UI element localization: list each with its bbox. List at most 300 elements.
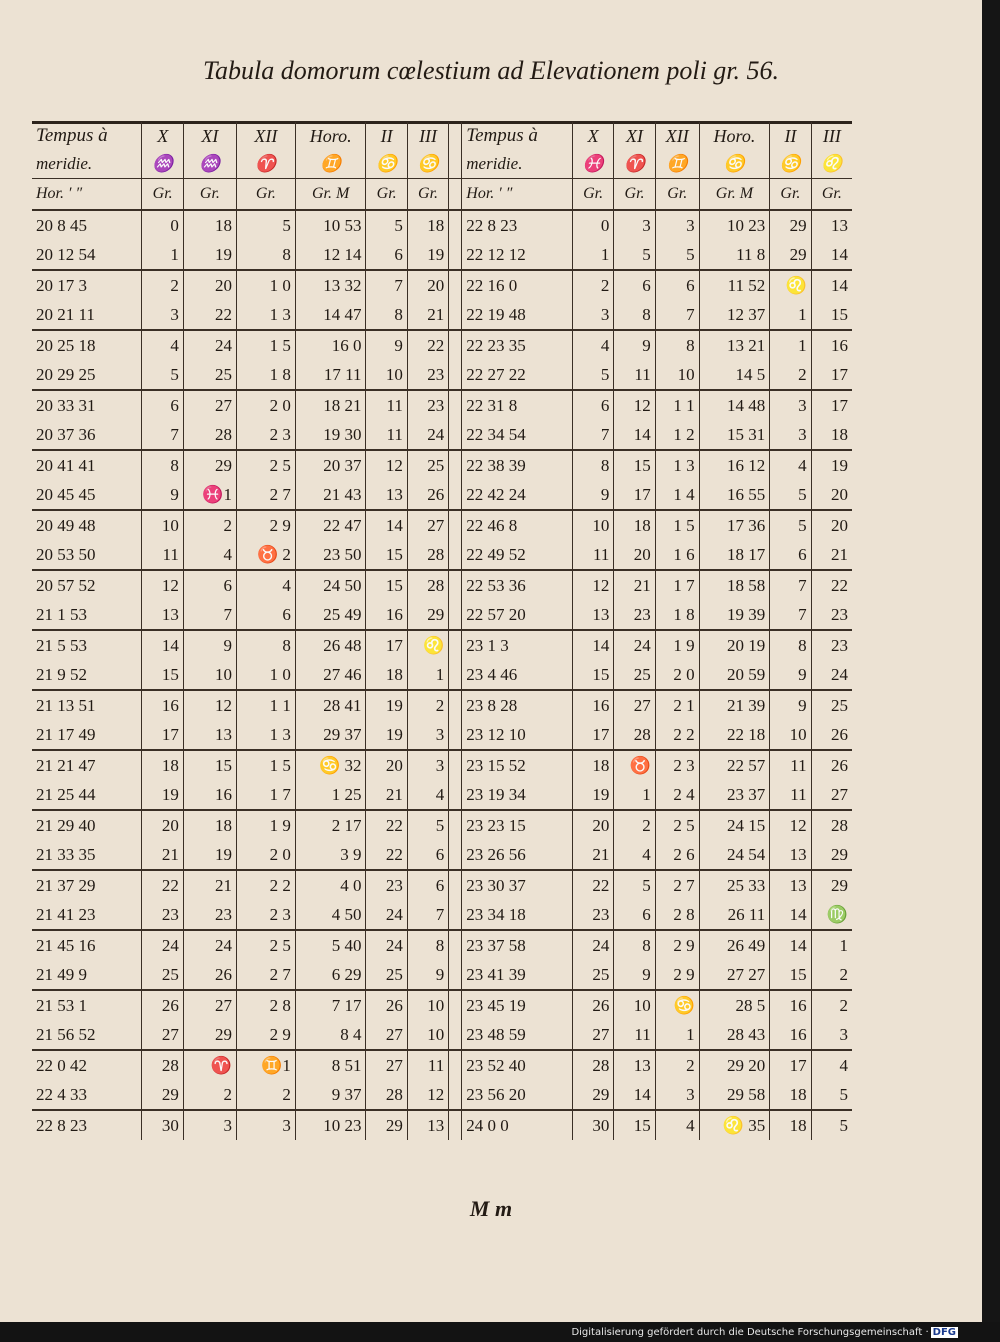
left-ii-cell: 9 (366, 330, 407, 360)
right-x-cell: 16 (572, 690, 613, 720)
right-horo-cell: 20 59 (699, 660, 770, 690)
right-x-cell: 9 (572, 480, 613, 510)
left-iii-cell: 2 (407, 690, 448, 720)
left-xii-cell: 1 3 (236, 720, 295, 750)
table-row (32, 930, 852, 960)
sign-xi-right: ♈ (614, 150, 655, 179)
right-xii-cell: 1 7 (655, 570, 699, 600)
left-horo-cell: 7 17 (295, 990, 366, 1020)
right-iii-cell: 19 (811, 450, 852, 480)
right-time-cell: 23 30 37 (462, 870, 573, 900)
right-horo-cell: 11 8 (699, 240, 770, 270)
right-xii-cell: 2 6 (655, 840, 699, 870)
table-row (32, 780, 852, 810)
left-horo-cell: 1 25 (295, 780, 366, 810)
right-time-cell: 23 34 18 (466, 904, 526, 924)
center-divider (449, 360, 462, 390)
right-xii-cell: 5 (655, 240, 699, 270)
right-horo-cell: 14 48 (699, 390, 770, 420)
table-row (32, 510, 852, 540)
header-col-xi-left: XI (183, 122, 236, 150)
left-xi-cell: 13 (183, 720, 236, 750)
header-meridie-right: meridie. (466, 154, 523, 173)
left-x-cell: 24 (142, 930, 183, 960)
header-col-xi-right: XI (614, 122, 655, 150)
right-ii-cell: 9 (770, 690, 811, 720)
table-row (32, 960, 852, 990)
right-iii-cell: 28 (811, 810, 852, 840)
right-horo-cell: 28 5 (699, 990, 770, 1020)
center-divider (449, 270, 462, 300)
table-row (32, 870, 852, 900)
left-time-cell: 20 49 48 (32, 510, 142, 540)
center-divider (449, 570, 462, 600)
right-time-cell: 23 37 58 (462, 930, 573, 960)
left-horo-cell: 12 14 (295, 240, 366, 270)
left-ii-cell: 21 (366, 780, 407, 810)
right-iii-cell: 14 (811, 270, 852, 300)
right-time-cell: 22 38 39 (462, 450, 573, 480)
left-time-cell: 21 13 51 (32, 690, 142, 720)
left-time-cell: 21 5 53 (32, 630, 142, 660)
unit-ii-right: Gr. (770, 179, 811, 211)
left-time-cell: 21 33 35 (36, 844, 96, 864)
right-ii-cell: 7 (770, 570, 811, 600)
left-x-cell: 9 (142, 480, 183, 510)
right-horo-cell: 12 37 (699, 300, 770, 330)
left-time-cell: 21 29 40 (32, 810, 142, 840)
right-xii-cell: 2 9 (655, 960, 699, 990)
right-xii-cell: 4 (655, 1110, 699, 1140)
center-divider (449, 510, 462, 540)
table-row (32, 1080, 852, 1110)
table-row (32, 330, 852, 360)
left-xi-cell: 7 (183, 600, 236, 630)
center-divider (449, 300, 462, 330)
left-xi-cell: 27 (183, 990, 236, 1020)
left-time-cell: 21 37 29 (32, 870, 142, 900)
left-iii-cell: 3 (407, 720, 448, 750)
left-horo-cell: 24 50 (295, 570, 366, 600)
header-row-units (32, 179, 852, 211)
right-horo-cell: 25 33 (699, 870, 770, 900)
right-xi-cell: 10 (614, 990, 655, 1020)
left-horo-cell: 13 32 (295, 270, 366, 300)
left-xii-cell: ♉ 2 (236, 540, 295, 570)
left-time-cell: 21 25 44 (36, 784, 96, 804)
right-time-cell: 23 19 34 (466, 784, 526, 804)
right-iii-cell: 3 (811, 1020, 852, 1050)
left-xii-cell: 3 (236, 1110, 295, 1140)
left-iii-cell: 24 (407, 420, 448, 450)
right-ii-cell: 14 (770, 900, 811, 930)
unit-xi-left: Gr. (183, 179, 236, 211)
right-horo-cell: 18 17 (699, 540, 770, 570)
right-horo-cell: 22 57 (699, 750, 770, 780)
left-xi-cell: 18 (183, 810, 236, 840)
houses-table (32, 122, 852, 1140)
left-x-cell: 8 (142, 450, 183, 480)
left-xii-cell: 2 7 (236, 480, 295, 510)
right-horo-cell: 18 58 (699, 570, 770, 600)
right-xi-cell: 6 (614, 900, 655, 930)
left-horo-cell: 26 48 (295, 630, 366, 660)
center-divider (449, 690, 462, 720)
right-time-cell: 23 15 52 (462, 750, 573, 780)
right-ii-cell: 4 (770, 450, 811, 480)
left-horo-cell: 23 50 (295, 540, 366, 570)
left-xii-cell: 1 3 (236, 300, 295, 330)
left-horo-cell: 8 4 (295, 1020, 366, 1050)
right-x-cell: 11 (572, 540, 613, 570)
left-ii-cell: 24 (366, 930, 407, 960)
right-xi-cell: 25 (614, 660, 655, 690)
right-time-cell: 23 8 28 (462, 690, 573, 720)
right-ii-cell: 11 (770, 780, 811, 810)
left-x-cell: 27 (142, 1020, 183, 1050)
left-xii-cell: 1 5 (236, 750, 295, 780)
right-horo-cell: 10 23 (699, 210, 770, 240)
left-x-cell: 13 (142, 600, 183, 630)
left-xi-cell: 20 (183, 270, 236, 300)
sign-x-left: ♒ (142, 150, 183, 179)
left-horo-cell: 20 37 (295, 450, 366, 480)
left-time-cell: 20 21 11 (36, 304, 95, 324)
right-ii-cell: 16 (770, 990, 811, 1020)
right-ii-cell: 12 (770, 810, 811, 840)
left-x-cell: 20 (142, 810, 183, 840)
right-x-cell: 13 (572, 600, 613, 630)
right-iii-cell: 18 (811, 420, 852, 450)
right-ii-cell: 14 (770, 930, 811, 960)
right-xii-cell: 2 5 (655, 810, 699, 840)
right-x-cell: 0 (572, 210, 613, 240)
center-divider (449, 420, 462, 450)
right-x-cell: 29 (572, 1080, 613, 1110)
left-time-cell: 21 45 16 (32, 930, 142, 960)
left-xii-cell: ♊1 (236, 1050, 295, 1080)
left-horo-cell: 18 21 (295, 390, 366, 420)
right-time-cell: 22 42 24 (466, 484, 526, 504)
left-xi-cell: 24 (183, 930, 236, 960)
left-ii-cell: 14 (366, 510, 407, 540)
right-iii-cell: 5 (811, 1080, 852, 1110)
left-x-cell: 19 (142, 780, 183, 810)
left-iii-cell: 7 (407, 900, 448, 930)
sign-iii-right: ♌ (811, 150, 852, 179)
right-xii-cell: 1 6 (655, 540, 699, 570)
right-iii-cell: 29 (811, 840, 852, 870)
right-iii-cell: 23 (811, 600, 852, 630)
left-ii-cell: 7 (366, 270, 407, 300)
right-x-cell: 4 (572, 330, 613, 360)
right-horo-cell: 17 36 (699, 510, 770, 540)
right-xii-cell: 1 1 (655, 390, 699, 420)
center-divider (449, 210, 462, 240)
left-xi-cell: 28 (183, 420, 236, 450)
right-xi-cell: 21 (614, 570, 655, 600)
left-ii-cell: 22 (366, 810, 407, 840)
left-time-cell: 21 49 9 (36, 964, 87, 984)
right-xii-cell: 1 2 (655, 420, 699, 450)
left-x-cell: 18 (142, 750, 183, 780)
unit-xii-right: Gr. (655, 179, 699, 211)
right-xii-cell: 2 0 (655, 660, 699, 690)
unit-xii-left: Gr. (236, 179, 295, 211)
header-col-x-right: X (572, 122, 613, 150)
left-iii-cell: 22 (407, 330, 448, 360)
right-horo-cell: 16 55 (699, 480, 770, 510)
right-xii-cell: 1 5 (655, 510, 699, 540)
right-horo-cell: 21 39 (699, 690, 770, 720)
left-ii-cell: 11 (366, 420, 407, 450)
right-time-cell: 23 4 46 (466, 664, 518, 684)
center-divider (449, 990, 462, 1020)
left-iii-cell: 23 (407, 360, 448, 390)
right-x-cell: 20 (572, 810, 613, 840)
left-ii-cell: 19 (366, 720, 407, 750)
right-iii-cell: 17 (811, 390, 852, 420)
left-time-cell: 20 37 36 (36, 424, 96, 444)
left-horo-cell: 4 50 (295, 900, 366, 930)
left-xii-cell: 8 (236, 630, 295, 660)
right-iii-cell: 15 (811, 300, 852, 330)
table-row (32, 810, 852, 840)
table-row (32, 270, 852, 300)
left-x-cell: 25 (142, 960, 183, 990)
left-horo-cell: 22 47 (295, 510, 366, 540)
right-xii-cell: 2 (655, 1050, 699, 1080)
left-iii-cell: 9 (407, 960, 448, 990)
header-tempus-right: Tempus à (466, 125, 538, 146)
right-iii-cell: 26 (811, 720, 852, 750)
left-x-cell: 28 (142, 1050, 183, 1080)
left-x-cell: 10 (142, 510, 183, 540)
header-row-columns (32, 122, 852, 150)
left-x-cell: 15 (142, 660, 183, 690)
page-edge (982, 0, 1000, 1322)
center-divider (449, 1080, 462, 1110)
left-horo-cell: 14 47 (295, 300, 366, 330)
left-xi-cell: 2 (183, 1080, 236, 1110)
left-ii-cell: 15 (366, 540, 407, 570)
right-xi-cell: 11 (614, 360, 655, 390)
center-divider (449, 330, 462, 360)
left-ii-cell: 27 (366, 1020, 407, 1050)
sign-iii-left: ♋ (407, 150, 448, 179)
right-iii-cell: 22 (811, 570, 852, 600)
sign-xii-right: ♊ (655, 150, 699, 179)
left-xi-cell: 29 (183, 1020, 236, 1050)
unit-x-right: Gr. (572, 179, 613, 211)
right-xii-cell: 2 7 (655, 870, 699, 900)
left-x-cell: 0 (142, 210, 183, 240)
left-iii-cell: 28 (407, 570, 448, 600)
left-iii-cell: 6 (407, 840, 448, 870)
right-ii-cell: 8 (770, 630, 811, 660)
center-divider (449, 390, 462, 420)
right-x-cell: 1 (572, 240, 613, 270)
left-ii-cell: 10 (366, 360, 407, 390)
center-divider (449, 150, 462, 179)
center-divider (449, 240, 462, 270)
right-ii-cell: 9 (770, 660, 811, 690)
table-row (32, 750, 852, 780)
right-xii-cell: 2 2 (655, 720, 699, 750)
right-time-cell: 22 23 35 (462, 330, 573, 360)
left-xi-cell: 12 (183, 690, 236, 720)
right-ii-cell: 13 (770, 840, 811, 870)
left-iii-cell: 12 (407, 1080, 448, 1110)
right-xii-cell: ♋ (655, 990, 699, 1020)
right-horo-cell: 24 54 (699, 840, 770, 870)
left-horo-cell: 8 51 (295, 1050, 366, 1080)
table-row (32, 1020, 852, 1050)
left-time-cell: 20 17 3 (32, 270, 142, 300)
table-row (32, 1110, 852, 1140)
right-x-cell: 27 (572, 1020, 613, 1050)
left-xii-cell: 6 (236, 600, 295, 630)
right-ii-cell: 3 (770, 420, 811, 450)
table-row (32, 300, 852, 330)
right-xii-cell: 2 9 (655, 930, 699, 960)
left-x-cell: 17 (142, 720, 183, 750)
right-x-cell: 7 (572, 420, 613, 450)
table-row (32, 720, 852, 750)
right-time-cell: 22 31 8 (462, 390, 573, 420)
right-time-cell: 23 56 20 (466, 1084, 526, 1104)
left-ii-cell: 27 (366, 1050, 407, 1080)
right-time-cell: 22 49 52 (466, 544, 526, 564)
left-time-cell: 20 8 45 (36, 215, 87, 235)
right-x-cell: 24 (572, 930, 613, 960)
left-xi-cell: 3 (183, 1110, 236, 1140)
left-xii-cell: 1 1 (236, 690, 295, 720)
right-x-cell: 19 (572, 780, 613, 810)
left-xi-cell: 23 (183, 900, 236, 930)
unit-horo-left: Gr. M (295, 179, 366, 211)
right-ii-cell: 5 (770, 480, 811, 510)
left-time-cell: 20 57 52 (32, 570, 142, 600)
left-horo-cell: 3 9 (295, 840, 366, 870)
right-x-cell: 21 (572, 840, 613, 870)
left-ii-cell: 5 (366, 210, 407, 240)
center-divider (449, 540, 462, 570)
left-xii-cell: 2 5 (236, 450, 295, 480)
left-xi-cell: 19 (183, 240, 236, 270)
right-iii-cell: 27 (811, 780, 852, 810)
right-x-cell: 8 (572, 450, 613, 480)
left-iii-cell: 3 (407, 750, 448, 780)
center-divider (449, 960, 462, 990)
left-horo-cell: ♋ 32 (295, 750, 366, 780)
left-iii-cell: 25 (407, 450, 448, 480)
right-iii-cell: 16 (811, 330, 852, 360)
table-row (32, 480, 852, 510)
right-x-cell: 17 (572, 720, 613, 750)
center-divider (449, 600, 462, 630)
right-ii-cell: 11 (770, 750, 811, 780)
left-time-cell: 21 41 23 (36, 904, 96, 924)
left-x-cell: 5 (142, 360, 183, 390)
right-ii-cell: 13 (770, 870, 811, 900)
right-xii-cell: 1 8 (655, 600, 699, 630)
left-ii-cell: 6 (366, 240, 407, 270)
left-iii-cell: 26 (407, 480, 448, 510)
right-horo-cell: 22 18 (699, 720, 770, 750)
right-xii-cell: 2 8 (655, 900, 699, 930)
sign-x-right: ♓ (572, 150, 613, 179)
left-xii-cell: 2 0 (236, 840, 295, 870)
right-xi-cell: 2 (614, 810, 655, 840)
right-horo-cell: 15 31 (699, 420, 770, 450)
right-time-cell: 24 0 0 (462, 1110, 573, 1140)
table-row (32, 390, 852, 420)
table-row (32, 840, 852, 870)
left-horo-cell: 28 41 (295, 690, 366, 720)
right-iii-cell: 2 (811, 990, 852, 1020)
right-ii-cell: 2 (770, 360, 811, 390)
right-x-cell: 26 (572, 990, 613, 1020)
right-time-cell: 22 34 54 (466, 424, 526, 444)
left-xi-cell: 29 (183, 450, 236, 480)
right-xii-cell: 7 (655, 300, 699, 330)
right-x-cell: 2 (572, 270, 613, 300)
left-ii-cell: 23 (366, 870, 407, 900)
left-xi-cell: 21 (183, 870, 236, 900)
left-xi-cell: 24 (183, 330, 236, 360)
sign-xii-left: ♈ (236, 150, 295, 179)
right-x-cell: 14 (572, 630, 613, 660)
right-ii-cell: 3 (770, 390, 811, 420)
right-iii-cell: 26 (811, 750, 852, 780)
right-xi-cell: 3 (614, 210, 655, 240)
left-ii-cell: 29 (366, 1110, 407, 1140)
center-divider (449, 870, 462, 900)
center-divider (449, 720, 462, 750)
header-col-iii-left: III (407, 122, 448, 150)
right-ii-cell: 29 (770, 210, 811, 240)
right-time-cell: 23 52 40 (462, 1050, 573, 1080)
right-time-cell: 22 57 20 (466, 604, 526, 624)
left-iii-cell: 29 (407, 600, 448, 630)
right-time-cell: 23 23 15 (462, 810, 573, 840)
left-xii-cell: 2 3 (236, 420, 295, 450)
left-horo-cell: 16 0 (295, 330, 366, 360)
left-xi-cell: 4 (183, 540, 236, 570)
table-row (32, 360, 852, 390)
left-xi-cell: 2 (183, 510, 236, 540)
unit-iii-right: Gr. (811, 179, 852, 211)
center-divider (449, 1020, 462, 1050)
left-xi-cell: 26 (183, 960, 236, 990)
signature-mark: M m (469, 1196, 513, 1221)
right-x-cell: 10 (572, 510, 613, 540)
left-iii-cell: 4 (407, 780, 448, 810)
right-time-cell: 22 53 36 (462, 570, 573, 600)
right-xii-cell: 2 3 (655, 750, 699, 780)
sign-horo-right: ♋ (699, 150, 770, 179)
left-xi-cell: 10 (183, 660, 236, 690)
left-xii-cell: 2 0 (236, 390, 295, 420)
right-xi-cell: 12 (614, 390, 655, 420)
right-xi-cell: 13 (614, 1050, 655, 1080)
right-xii-cell: 2 4 (655, 780, 699, 810)
right-iii-cell: 25 (811, 690, 852, 720)
left-xii-cell: 2 (236, 1080, 295, 1110)
left-xii-cell: 1 0 (236, 270, 295, 300)
sign-horo-left: ♊ (295, 150, 366, 179)
